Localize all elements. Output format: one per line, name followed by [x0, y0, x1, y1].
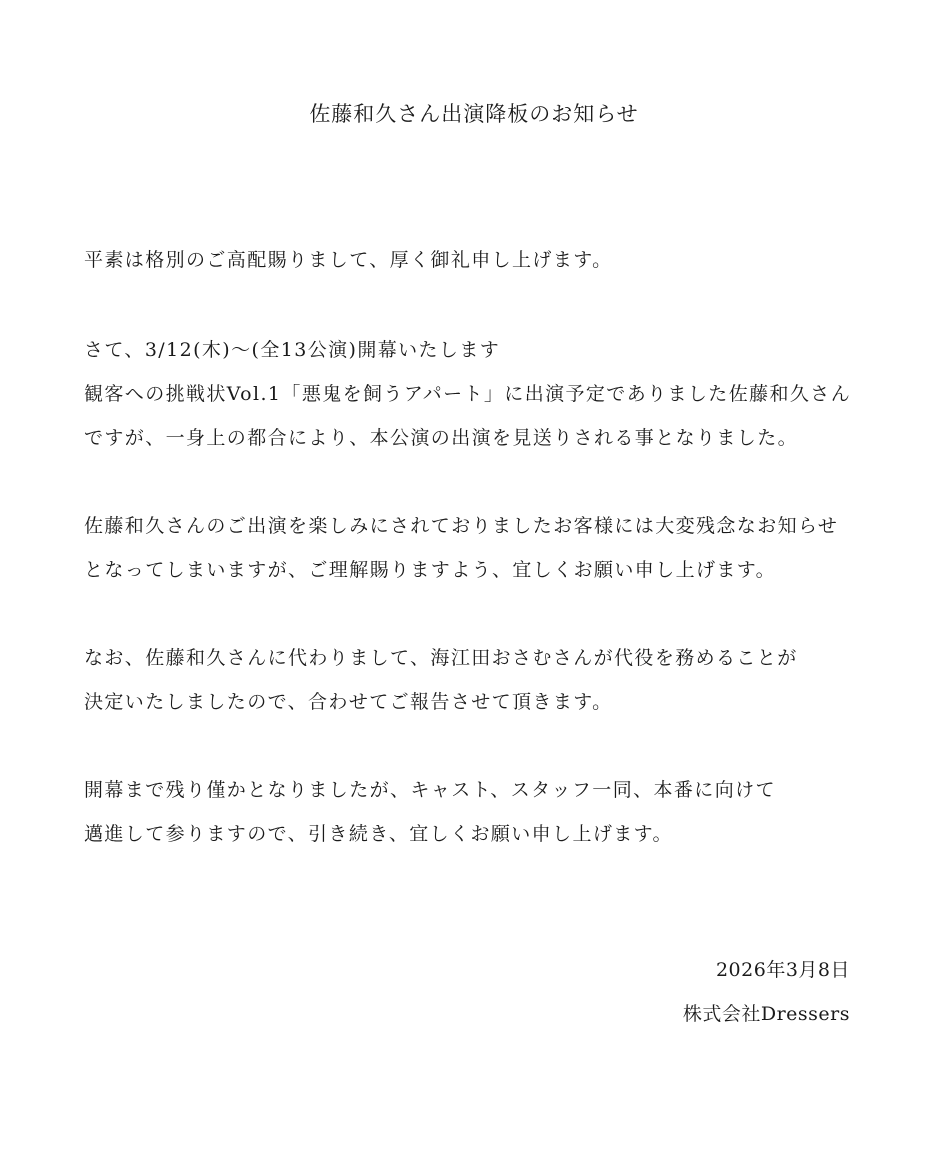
- paragraph-closing-line-2: 邁進して参りますので、引き続き、宜しくお願い申し上げます。: [84, 823, 673, 845]
- document-date: 2026年3月8日: [715, 959, 850, 981]
- paragraph-apology-line-1: 佐藤和久さんのご出演を楽しみにされておりましたお客様には大変残念なお知らせ: [84, 515, 839, 537]
- paragraph-apology-line-2: となってしまいますが、ご理解賜りますよう、宜しくお願い申し上げます。: [84, 559, 777, 581]
- paragraph-greeting: 平素は格別のご高配賜りまして、厚く御礼申し上げます。: [84, 249, 613, 271]
- page-title: 佐藤和久さん出演降板のお知らせ: [309, 102, 639, 126]
- paragraph-replacement-line-2: 決定いたしましたので、合わせてご報告させて頂きます。: [84, 691, 613, 713]
- paragraph-replacement-line-1: なお、佐藤和久さんに代わりまして、海江田おさむさんが代役を務めることが: [84, 647, 798, 669]
- paragraph-announcement-line-1: さて、3/12(木)～(全13公演)開幕いたします: [84, 339, 501, 361]
- paragraph-closing-line-1: 開幕まで残り僅かとなりましたが、キャスト、スタッフ一同、本番に向けて: [84, 779, 776, 801]
- paragraph-announcement-line-3: ですが、一身上の都合により、本公演の出演を見送りされる事となりました。: [84, 427, 799, 449]
- company-name: 株式会社Dressers: [682, 1003, 850, 1025]
- paragraph-announcement-line-2: 観客への挑戦状Vol.1「悪鬼を飼うアパート」に出演予定でありました佐藤和久さん: [84, 383, 852, 405]
